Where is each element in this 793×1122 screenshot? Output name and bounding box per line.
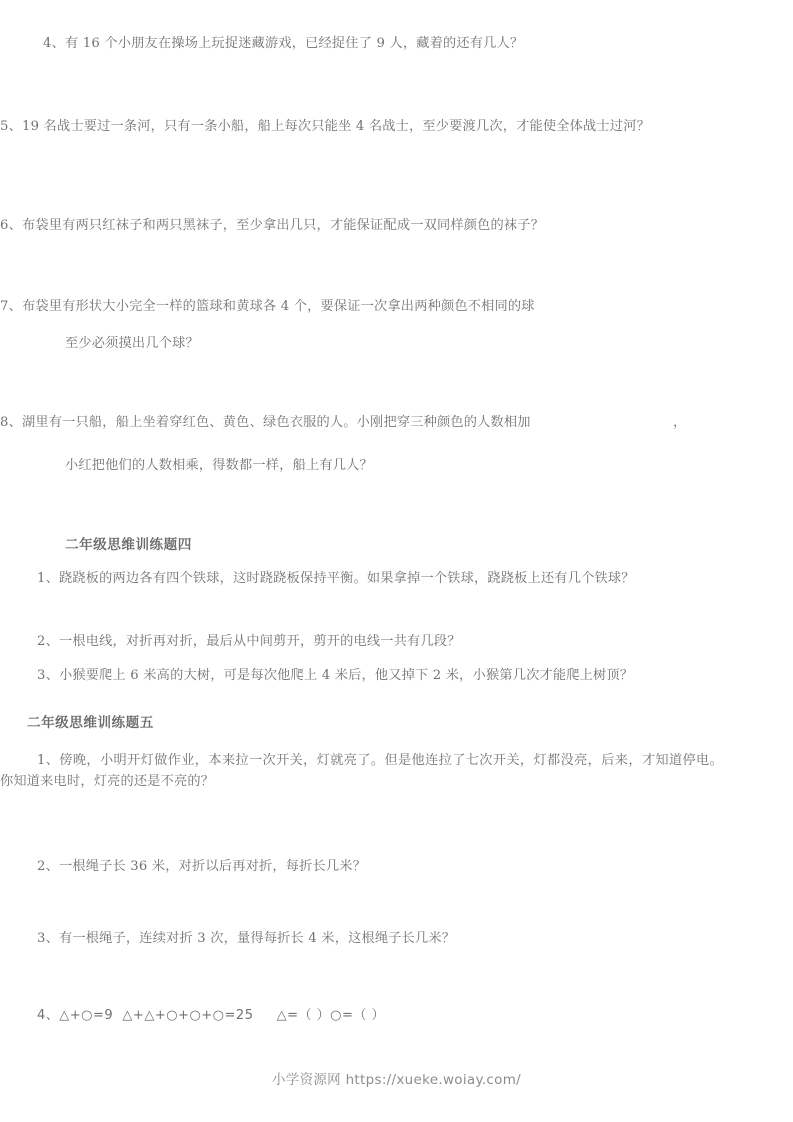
question-item-8-line2: 小红把他们的人数相乘，得数都一样，船上有几人？ bbox=[65, 458, 373, 473]
section-five-question-3: 3、有一根绳子，连续对折 3 次，量得每折长 4 米，这根绳子长几米？ bbox=[37, 931, 456, 946]
section-heading-four: 二年级思维训练题四 bbox=[65, 537, 192, 553]
section-four-question-1: 1、跷跷板的两边各有四个铁球，这时跷跷板保持平衡。如果拿掉一个铁球，跷跷板上还有几个铁球？ bbox=[37, 571, 635, 586]
question-item-7-line1: 7、布袋里有形状大小完全一样的篮球和黄球各 4 个，要保证一次拿出两种颜色不相同的球 bbox=[0, 299, 535, 314]
section-four-question-3: 3、小猴要爬上 6 米高的大树，可是每次他爬上 4 米后，他又掉下 2 米，小猴第几次才能爬上树顶？ bbox=[37, 668, 634, 683]
question-item-7-line2: 至少必须摸出几个球？ bbox=[65, 336, 199, 351]
section-five-question-2: 2、一根绳子长 36 米，对折以后再对折，每折长几米？ bbox=[37, 859, 367, 874]
footer-watermark: 小学资源网 https://xueke.woiay.com/ bbox=[271, 1072, 522, 1088]
question-item-8-line1: 8、湖里有一只船，船上坐着穿红色、黄色、绿色衣服的人。小刚把穿三种颜色的人数相加 bbox=[0, 415, 531, 430]
question-item-4: 4、有 16 个小朋友在操场上玩捉迷藏游戏，已经捉住了 9 人，藏着的还有几人？ bbox=[43, 36, 524, 51]
section-four-question-2: 2、一根电线，对折再对折，最后从中间剪开，剪开的电线一共有几段？ bbox=[37, 634, 461, 649]
question-item-6: 6、布袋里有两只红袜子和两只黑袜子，至少拿出几只，才能保证配成一双同样颜色的袜子？ bbox=[0, 218, 545, 233]
section-heading-five: 二年级思维训练题五 bbox=[27, 715, 154, 731]
section-five-question-4: 4、△+○=9 △+△+○+○+○=25 △=（ ）○=（ ） bbox=[37, 1008, 386, 1023]
question-item-8-line1-trailing-comma: ， bbox=[673, 415, 687, 430]
section-five-question-1: 1、傍晚，小明开灯做作业，本来拉一次开关，灯就亮了。但是他连拉了七次开关，灯都没亮，后来，才知道停电。你知道来电时，灯亮的还是不亮的？ bbox=[0, 753, 723, 790]
question-item-5: 5、19 名战士要过一条河，只有一条小船，船上每次只能坐 4 名战士，至少要渡几次，才能使全体战士过河？ bbox=[0, 119, 650, 134]
